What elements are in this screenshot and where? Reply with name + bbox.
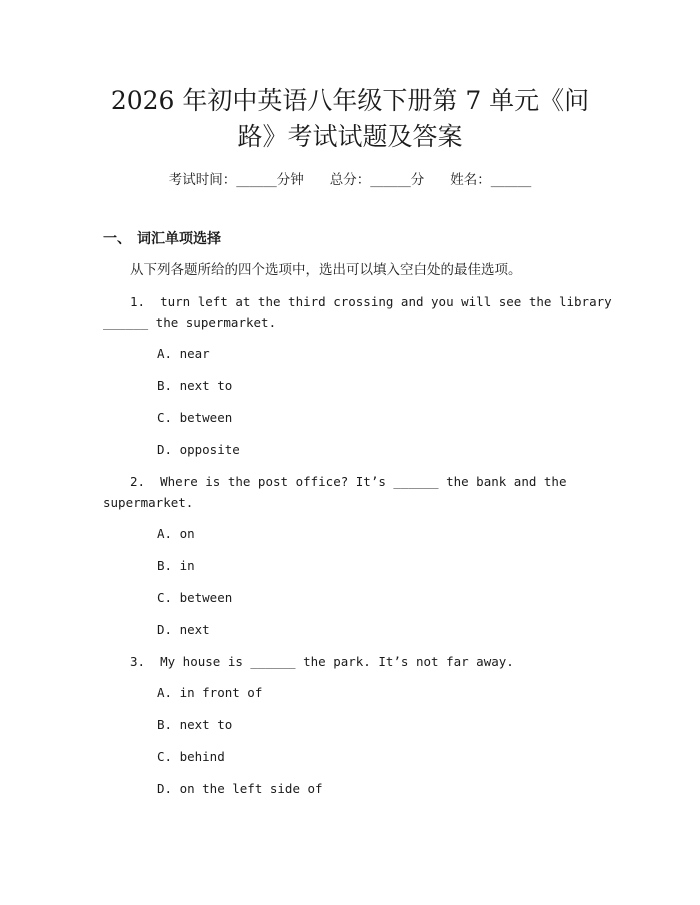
question-3-option-c: C. behind	[157, 749, 225, 764]
section-instruction: 从下列各题所给的四个选项中，选出可以填入空白处的最佳选项。	[130, 262, 522, 278]
exam-score-label: 总分：______分	[329, 172, 425, 188]
section-title: 词汇单项选择	[137, 231, 221, 247]
section-number: 一、	[103, 231, 131, 247]
question-1-option-b: B. next to	[157, 378, 233, 393]
section-heading	[103, 229, 221, 249]
question-3-text: 3. My house is ______ the park. It’s not far away.	[130, 654, 514, 669]
question-2-text-cont: supermarket.	[103, 495, 194, 510]
exam-title-line-1: 2026 年初中英语八年级下册第 7 单元《问	[110, 86, 590, 115]
question-3-option-b: B. next to	[157, 717, 233, 732]
question-1-option-d: D. opposite	[157, 442, 240, 457]
exam-time-label: 考试时间：______分钟	[168, 172, 304, 188]
question-3-option-a: A. in front of	[157, 685, 263, 700]
question-2-option-d: D. next	[157, 622, 210, 637]
exam-meta	[0, 170, 700, 190]
question-1-option-a: A. near	[157, 346, 210, 361]
question-1-option-c: C. between	[157, 410, 233, 425]
question-1-text-cont: ______ the supermarket.	[103, 315, 277, 330]
question-3-option-d: D. on the left side of	[157, 781, 323, 796]
question-2-option-c: C. between	[157, 590, 233, 605]
exam-title-line-2: 路》考试试题及答案	[237, 122, 463, 151]
exam-name-label: 姓名：______	[450, 172, 532, 188]
question-2-option-a: A. on	[157, 526, 195, 541]
question-1-text: 1. turn left at the third crossing and you will see the library	[130, 294, 612, 309]
question-2-option-b: B. in	[157, 558, 195, 573]
question-2-text: 2. Where is the post office? It’s ______ the bank and the	[130, 474, 567, 489]
